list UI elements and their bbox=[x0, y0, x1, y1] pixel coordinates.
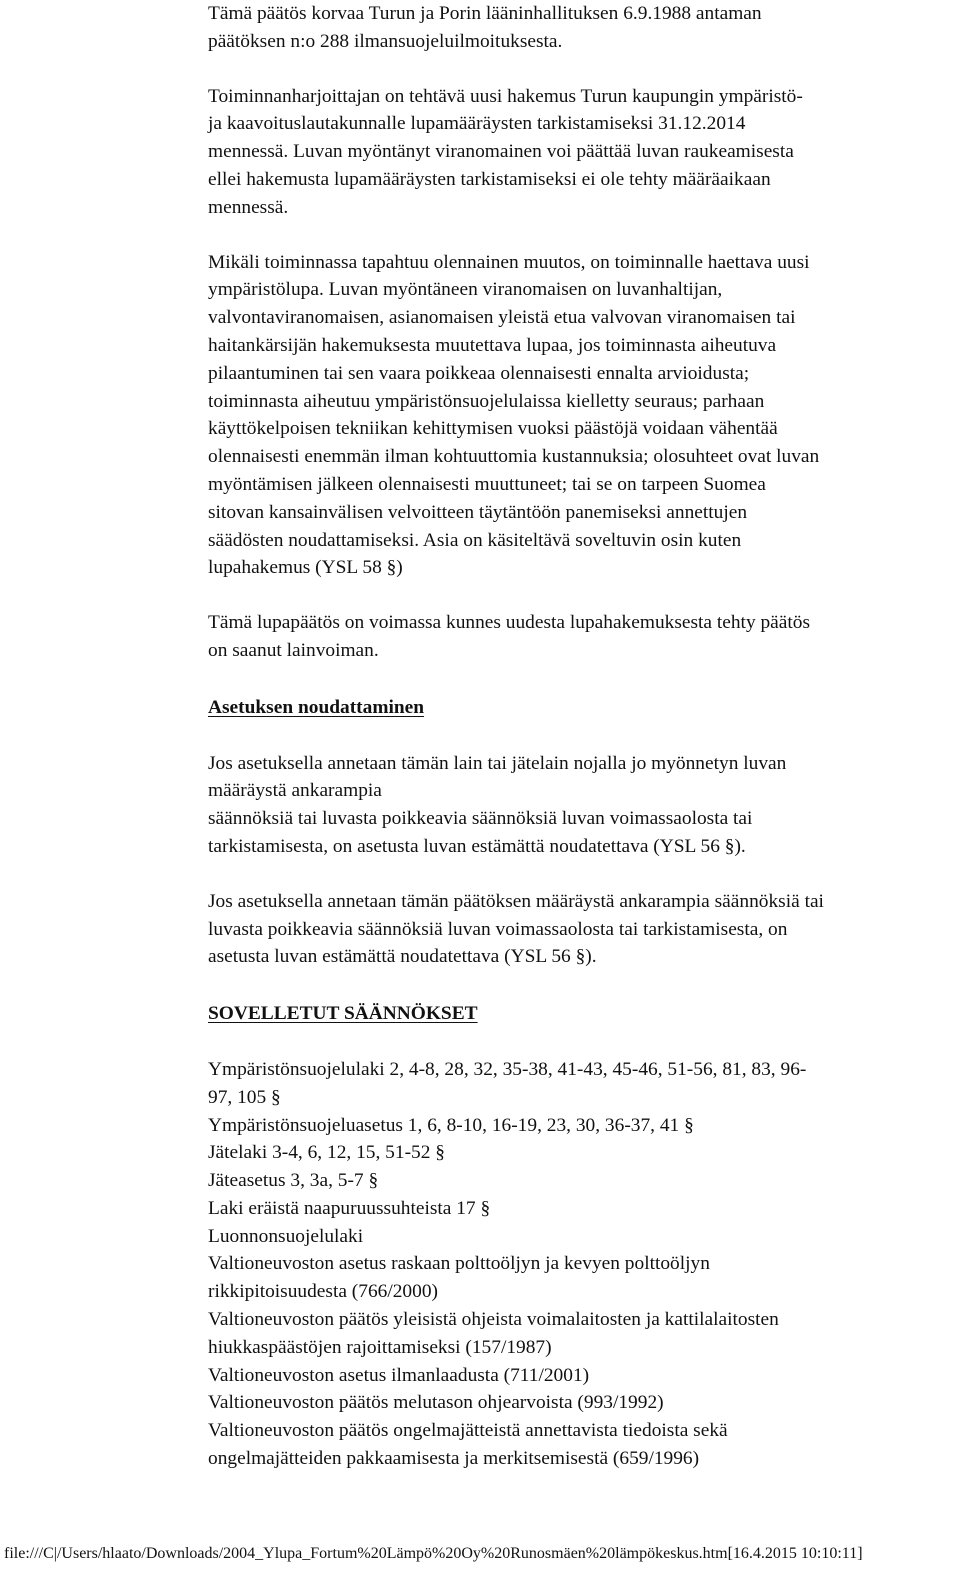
list-item: ongelmajätteiden pakkaamisesta ja merkitsemisestä (659/1996) bbox=[208, 1448, 700, 1470]
paragraph-validity bbox=[208, 609, 953, 665]
text-line: säännöksiä tai luvasta poikkeavia säännöksiä luvan voimassaolosta tai bbox=[208, 808, 753, 830]
text-line: Jos asetuksella annetaan tämän päätöksen määräystä ankarampia säännöksiä tai bbox=[208, 890, 824, 912]
list-item: Laki eräistä naapuruussuhteista 17 § bbox=[208, 1197, 491, 1219]
list-item: rikkipitoisuudesta (766/2000) bbox=[208, 1281, 438, 1303]
list-item: 97, 105 § bbox=[208, 1086, 281, 1108]
list-item: Valtioneuvoston päätös ongelmajätteistä annettavista tiedoista sekä bbox=[208, 1420, 728, 1442]
paragraph-permit-change bbox=[208, 249, 953, 583]
text-line: olennaisesti enemmän ilman kohtuuttomia kustannuksia; olosuhteet ovat luvan bbox=[208, 446, 820, 468]
file-path-footer: file:///C|/Users/hlaato/Downloads/2004_Ylupa_Fortum%20Lämpö%20Oy%20Runosmäen%20lämpökeskus.htm[16.4.2015 10:10:11] bbox=[4, 1545, 863, 1562]
list-item: Valtioneuvoston päätös yleisistä ohjeista voimalaitosten ja kattilalaitosten bbox=[208, 1309, 779, 1331]
text-line: ja kaavoituslautakunnalle lupamääräysten tarkistamiseksi 31.12.2014 bbox=[208, 113, 746, 135]
text-line: sitovan kansainvälisen velvoitteen täytäntöön panemiseksi annettujen bbox=[208, 501, 748, 523]
text-line: säädösten noudattamiseksi. Asia on käsiteltävä soveltuvin osin kuten bbox=[208, 529, 742, 551]
paragraph-asetus-decision bbox=[208, 888, 953, 971]
list-item: Ympäristönsuojelulaki 2, 4-8, 28, 32, 35-38, 41-43, 45-46, 51-56, 81, 83, 96- bbox=[208, 1058, 807, 1080]
list-item: Ympäristönsuojeluasetus 1, 6, 8-10, 16-19, 23, 30, 36-37, 41 § bbox=[208, 1114, 694, 1136]
regulations-list bbox=[208, 1056, 953, 1473]
text-line: ellei hakemusta lupamääräysten tarkistamiseksi ei ole tehty määräaikaan bbox=[208, 168, 771, 190]
text-line: käyttökelpoisen tekniikan kehittymisen vuoksi päästöjä voidaan vähentää bbox=[208, 418, 778, 440]
list-item: hiukkaspäästöjen rajoittamiseksi (157/1987) bbox=[208, 1336, 552, 1358]
text-line: Mikäli toiminnassa tapahtuu olennainen muutos, on toiminnalle haettava uusi bbox=[208, 251, 810, 273]
text-line: myöntämisen jälkeen olennaisesti muuttuneet; tai se on tarpeen Suomea bbox=[208, 473, 766, 495]
text-line: mennessä. bbox=[208, 196, 289, 218]
section-heading-asetus: Asetuksen noudattaminen bbox=[208, 696, 425, 718]
text-line: asetusta luvan estämättä noudatettava (YSL 56 §). bbox=[208, 946, 597, 968]
text-line: ympäristölupa. Luvan myöntäneen viranomaisen on luvanhaltijan, bbox=[208, 279, 723, 301]
text-line: mennessä. Luvan myöntänyt viranomainen voi päättää luvan raukeamisesta bbox=[208, 141, 794, 163]
text-line: valvontaviranomaisen, asianomaisen yleistä etua valvovan viranomaisen tai bbox=[208, 307, 796, 329]
paragraph-asetus-law bbox=[208, 750, 953, 861]
text-line: määräystä ankarampia bbox=[208, 780, 382, 802]
text-line: päätöksen n:o 288 ilmansuojeluilmoituksesta. bbox=[208, 30, 563, 52]
paragraph-replacement-notice bbox=[208, 0, 953, 56]
list-item: Jäteasetus 3, 3a, 5-7 § bbox=[208, 1170, 379, 1192]
text-line: haitankärsijän hakemuksesta muutettava lupaa, jos toiminnasta aiheutuva bbox=[208, 334, 777, 356]
document-body bbox=[208, 0, 953, 1473]
text-line: Toiminnanharjoittajan on tehtävä uusi hakemus Turun kaupungin ympäristö- bbox=[208, 85, 803, 107]
list-item: Jätelaki 3-4, 6, 12, 15, 51-52 § bbox=[208, 1142, 445, 1164]
text-line: on saanut lainvoiman. bbox=[208, 639, 379, 661]
list-item: Valtioneuvoston asetus raskaan polttoöljyn ja kevyen polttoöljyn bbox=[208, 1253, 710, 1275]
list-item: Luonnonsuojelulaki bbox=[208, 1225, 364, 1247]
text-line: Tämä lupapäätös on voimassa kunnes uudesta lupahakemuksesta tehty päätös bbox=[208, 612, 811, 634]
text-line: Tämä päätös korvaa Turun ja Porin lääninhallituksen 6.9.1988 antaman bbox=[208, 3, 762, 24]
text-line: toiminnasta aiheutuu ympäristönsuojelulaissa kielletty seuraus; parhaan bbox=[208, 390, 765, 412]
text-line: luvasta poikkeavia säännöksiä luvan voimassaolosta tai tarkistamisesta, on bbox=[208, 918, 788, 940]
text-line: tarkistamisesta, on asetusta luvan estämättä noudatettava (YSL 56 §). bbox=[208, 835, 746, 857]
text-line: pilaantuminen tai sen vaara poikkeaa olennaisesti ennalta arvioidusta; bbox=[208, 362, 750, 384]
list-item: Valtioneuvoston päätös melutason ohjearvoista (993/1992) bbox=[208, 1392, 664, 1414]
paragraph-new-application bbox=[208, 83, 953, 222]
list-item: Valtioneuvoston asetus ilmanlaadusta (711/2001) bbox=[208, 1364, 590, 1386]
text-line: lupahakemus (YSL 58 §) bbox=[208, 557, 403, 579]
section-heading-sovelletut: SOVELLETUT SÄÄNNÖKSET bbox=[208, 1003, 478, 1025]
text-line: Jos asetuksella annetaan tämän lain tai jätelain nojalla jo myönnetyn luvan bbox=[208, 752, 787, 774]
